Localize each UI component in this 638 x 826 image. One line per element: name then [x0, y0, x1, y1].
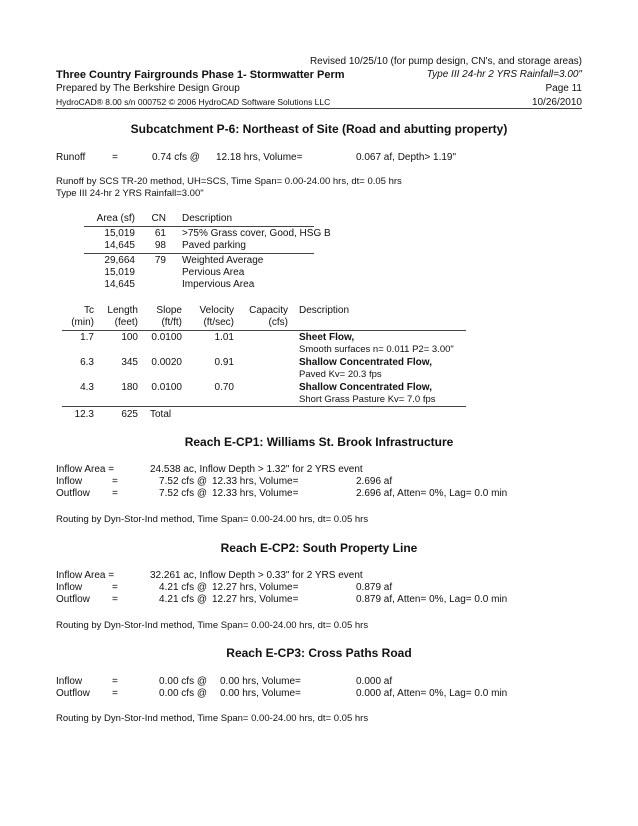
inflow-volume: 0.879 af: [356, 582, 393, 593]
method-line-1: Runoff by SCS TR-20 method, UH=SCS, Time Span= 0.00-24.00 hrs, dt= 0.05 hrs: [56, 176, 402, 187]
area-summary-area: 15,019: [104, 267, 135, 278]
tc-header-tc: Tc: [84, 305, 94, 316]
inflow-time: 12.27 hrs, Volume=: [212, 582, 299, 593]
outflow-volume: 0.879 af, Atten= 0%, Lag= 0.0 min: [356, 594, 508, 605]
tc-unit-tc: (min): [71, 317, 94, 328]
eq-sign: =: [112, 688, 118, 699]
routing-line: Routing by Dyn-Stor-Ind method, Time Span= 0.00-24.00 hrs, dt= 0.05 hrs: [56, 514, 369, 525]
report-date: 10/26/2010: [531, 97, 582, 108]
routing-line: Routing by Dyn-Stor-Ind method, Time Span= 0.00-24.00 hrs, dt= 0.05 hrs: [56, 713, 369, 724]
page-number: Page 11: [545, 83, 582, 94]
area-row-desc: Paved parking: [182, 240, 246, 251]
tc-row-slope: 0.0100: [151, 332, 182, 343]
tc-row-sub: Smooth surfaces n= 0.011 P2= 3.00": [299, 344, 454, 355]
tc-table-rule-2: [62, 406, 466, 407]
inflow-label: Inflow: [56, 476, 83, 487]
tc-row-desc: Shallow Concentrated Flow,: [299, 382, 432, 393]
prepared-by: Prepared by The Berkshire Design Group: [56, 83, 240, 94]
inflow-label: Inflow: [56, 582, 83, 593]
area-table-rule-2: [84, 253, 314, 254]
tc-row-slope: 0.0020: [151, 357, 182, 368]
eq-sign: =: [112, 488, 118, 499]
project-title: Three Country Fairgrounds Phase 1- Stormwatter Perm: [56, 69, 345, 81]
tc-row-sub: Short Grass Pasture Kv= 7.0 fps: [299, 394, 436, 405]
routing-line: Routing by Dyn-Stor-Ind method, Time Span= 0.00-24.00 hrs, dt= 0.05 hrs: [56, 620, 369, 631]
outflow-time: 0.00 hrs, Volume=: [220, 688, 301, 699]
tc-header-velocity: Velocity: [199, 305, 234, 316]
outflow-rate: 7.52 cfs @: [159, 488, 207, 499]
area-summary-area: 29,664: [104, 255, 135, 266]
inflow-area-text: 32.261 ac, Inflow Depth > 0.33" for 2 YRS event: [150, 570, 363, 581]
tc-header-capacity: Capacity: [249, 305, 288, 316]
inflow-volume: 0.000 af: [356, 676, 393, 687]
tc-row-velocity: 1.01: [214, 332, 234, 343]
runoff-volume: 0.067 af, Depth> 1.19": [356, 152, 457, 163]
tc-row-tc: 6.3: [80, 357, 94, 368]
inflow-rate: 7.52 cfs @: [159, 476, 207, 487]
tc-header-desc: Description: [299, 305, 350, 316]
tc-row-velocity: 0.91: [214, 357, 234, 368]
tc-row-sub: Paved Kv= 20.3 fps: [299, 369, 382, 380]
tc-row-length: 345: [121, 357, 138, 368]
tc-row-length: 100: [121, 332, 138, 343]
tc-unit-length: (feet): [114, 317, 138, 328]
tc-unit-velocity: (ft/sec): [203, 317, 234, 328]
area-row-area: 14,645: [104, 240, 135, 251]
inflow-area-text: 24.538 ac, Inflow Depth > 1.32" for 2 YRS event: [150, 464, 363, 475]
method-line-2: Type III 24-hr 2 YRS Rainfall=3.00": [56, 188, 204, 199]
area-row-desc: >75% Grass cover, Good, HSG B: [182, 228, 331, 239]
software-line: HydroCAD® 8.00 s/n 000752 © 2006 HydroCAD Software Solutions LLC: [56, 97, 331, 107]
runoff-time: 12.18 hrs, Volume=: [216, 152, 303, 163]
tc-row-tc: 4.3: [80, 382, 94, 393]
inflow-volume: 2.696 af: [356, 476, 393, 487]
area-header-desc: Description: [182, 213, 233, 224]
area-row-cn: 98: [154, 240, 166, 251]
reach-title: Reach E-CP3: Cross Paths Road: [226, 646, 412, 660]
outflow-label: Outflow: [56, 488, 90, 499]
inflow-rate: 4.21 cfs @: [159, 582, 207, 593]
outflow-volume: 2.696 af, Atten= 0%, Lag= 0.0 min: [356, 488, 508, 499]
inflow-area-label: Inflow Area =: [56, 570, 115, 581]
area-table-rule-1: [84, 226, 314, 227]
area-row-area: 15,019: [104, 228, 135, 239]
runoff-eq: =: [112, 152, 118, 163]
storm-label: Type III 24-hr 2 YRS Rainfall=3.00": [426, 69, 582, 80]
area-summary-area: 14,645: [104, 279, 135, 290]
tc-total-tc: 12.3: [74, 409, 94, 420]
eq-sign: =: [112, 476, 118, 487]
runoff-rate: 0.74 cfs @: [152, 152, 200, 163]
tc-total-label: Total: [150, 409, 172, 420]
outflow-rate: 0.00 cfs @: [159, 688, 207, 699]
area-header-area: Area (sf): [96, 213, 135, 224]
outflow-volume: 0.000 af, Atten= 0%, Lag= 0.0 min: [356, 688, 508, 699]
outflow-time: 12.27 hrs, Volume=: [212, 594, 299, 605]
eq-sign: =: [112, 676, 118, 687]
tc-row-slope: 0.0100: [151, 382, 182, 393]
outflow-time: 12.33 hrs, Volume=: [212, 488, 299, 499]
reach-title: Reach E-CP1: Williams St. Brook Infrastructure: [184, 435, 454, 449]
area-row-cn: 61: [154, 228, 166, 239]
tc-row-desc: Shallow Concentrated Flow,: [299, 357, 432, 368]
outflow-label: Outflow: [56, 688, 90, 699]
runoff-label: Runoff: [56, 152, 86, 163]
revised-note: Revised 10/25/10 (for pump design, CN's, and storage areas): [309, 56, 582, 67]
inflow-label: Inflow: [56, 676, 83, 687]
tc-row-tc: 1.7: [80, 332, 94, 343]
area-summary-desc: Weighted Average: [182, 255, 264, 266]
area-header-cn: CN: [151, 213, 166, 224]
eq-sign: =: [112, 594, 118, 605]
subcatchment-title: Subcatchment P-6: Northeast of Site (Road and abutting property): [130, 122, 508, 136]
header-rule: [56, 108, 582, 109]
area-summary-desc: Impervious Area: [182, 279, 255, 290]
tc-row-velocity: 0.70: [214, 382, 234, 393]
inflow-time: 0.00 hrs, Volume=: [220, 676, 301, 687]
area-summary-cn: 79: [154, 255, 166, 266]
eq-sign: =: [112, 582, 118, 593]
tc-header-length: Length: [107, 305, 138, 316]
tc-unit-capacity: (cfs): [268, 317, 288, 328]
tc-row-length: 180: [121, 382, 138, 393]
outflow-rate: 4.21 cfs @: [159, 594, 207, 605]
inflow-time: 12.33 hrs, Volume=: [212, 476, 299, 487]
tc-unit-slope: (ft/ft): [161, 317, 182, 328]
tc-row-desc: Sheet Flow,: [299, 332, 355, 343]
inflow-area-label: Inflow Area =: [56, 464, 115, 475]
tc-table-rule-1: [62, 330, 466, 331]
area-summary-desc: Pervious Area: [182, 267, 245, 278]
inflow-rate: 0.00 cfs @: [159, 676, 207, 687]
tc-total-length: 625: [121, 409, 138, 420]
reach-title: Reach E-CP2: South Property Line: [220, 541, 418, 555]
tc-header-slope: Slope: [156, 305, 182, 316]
outflow-label: Outflow: [56, 594, 90, 605]
